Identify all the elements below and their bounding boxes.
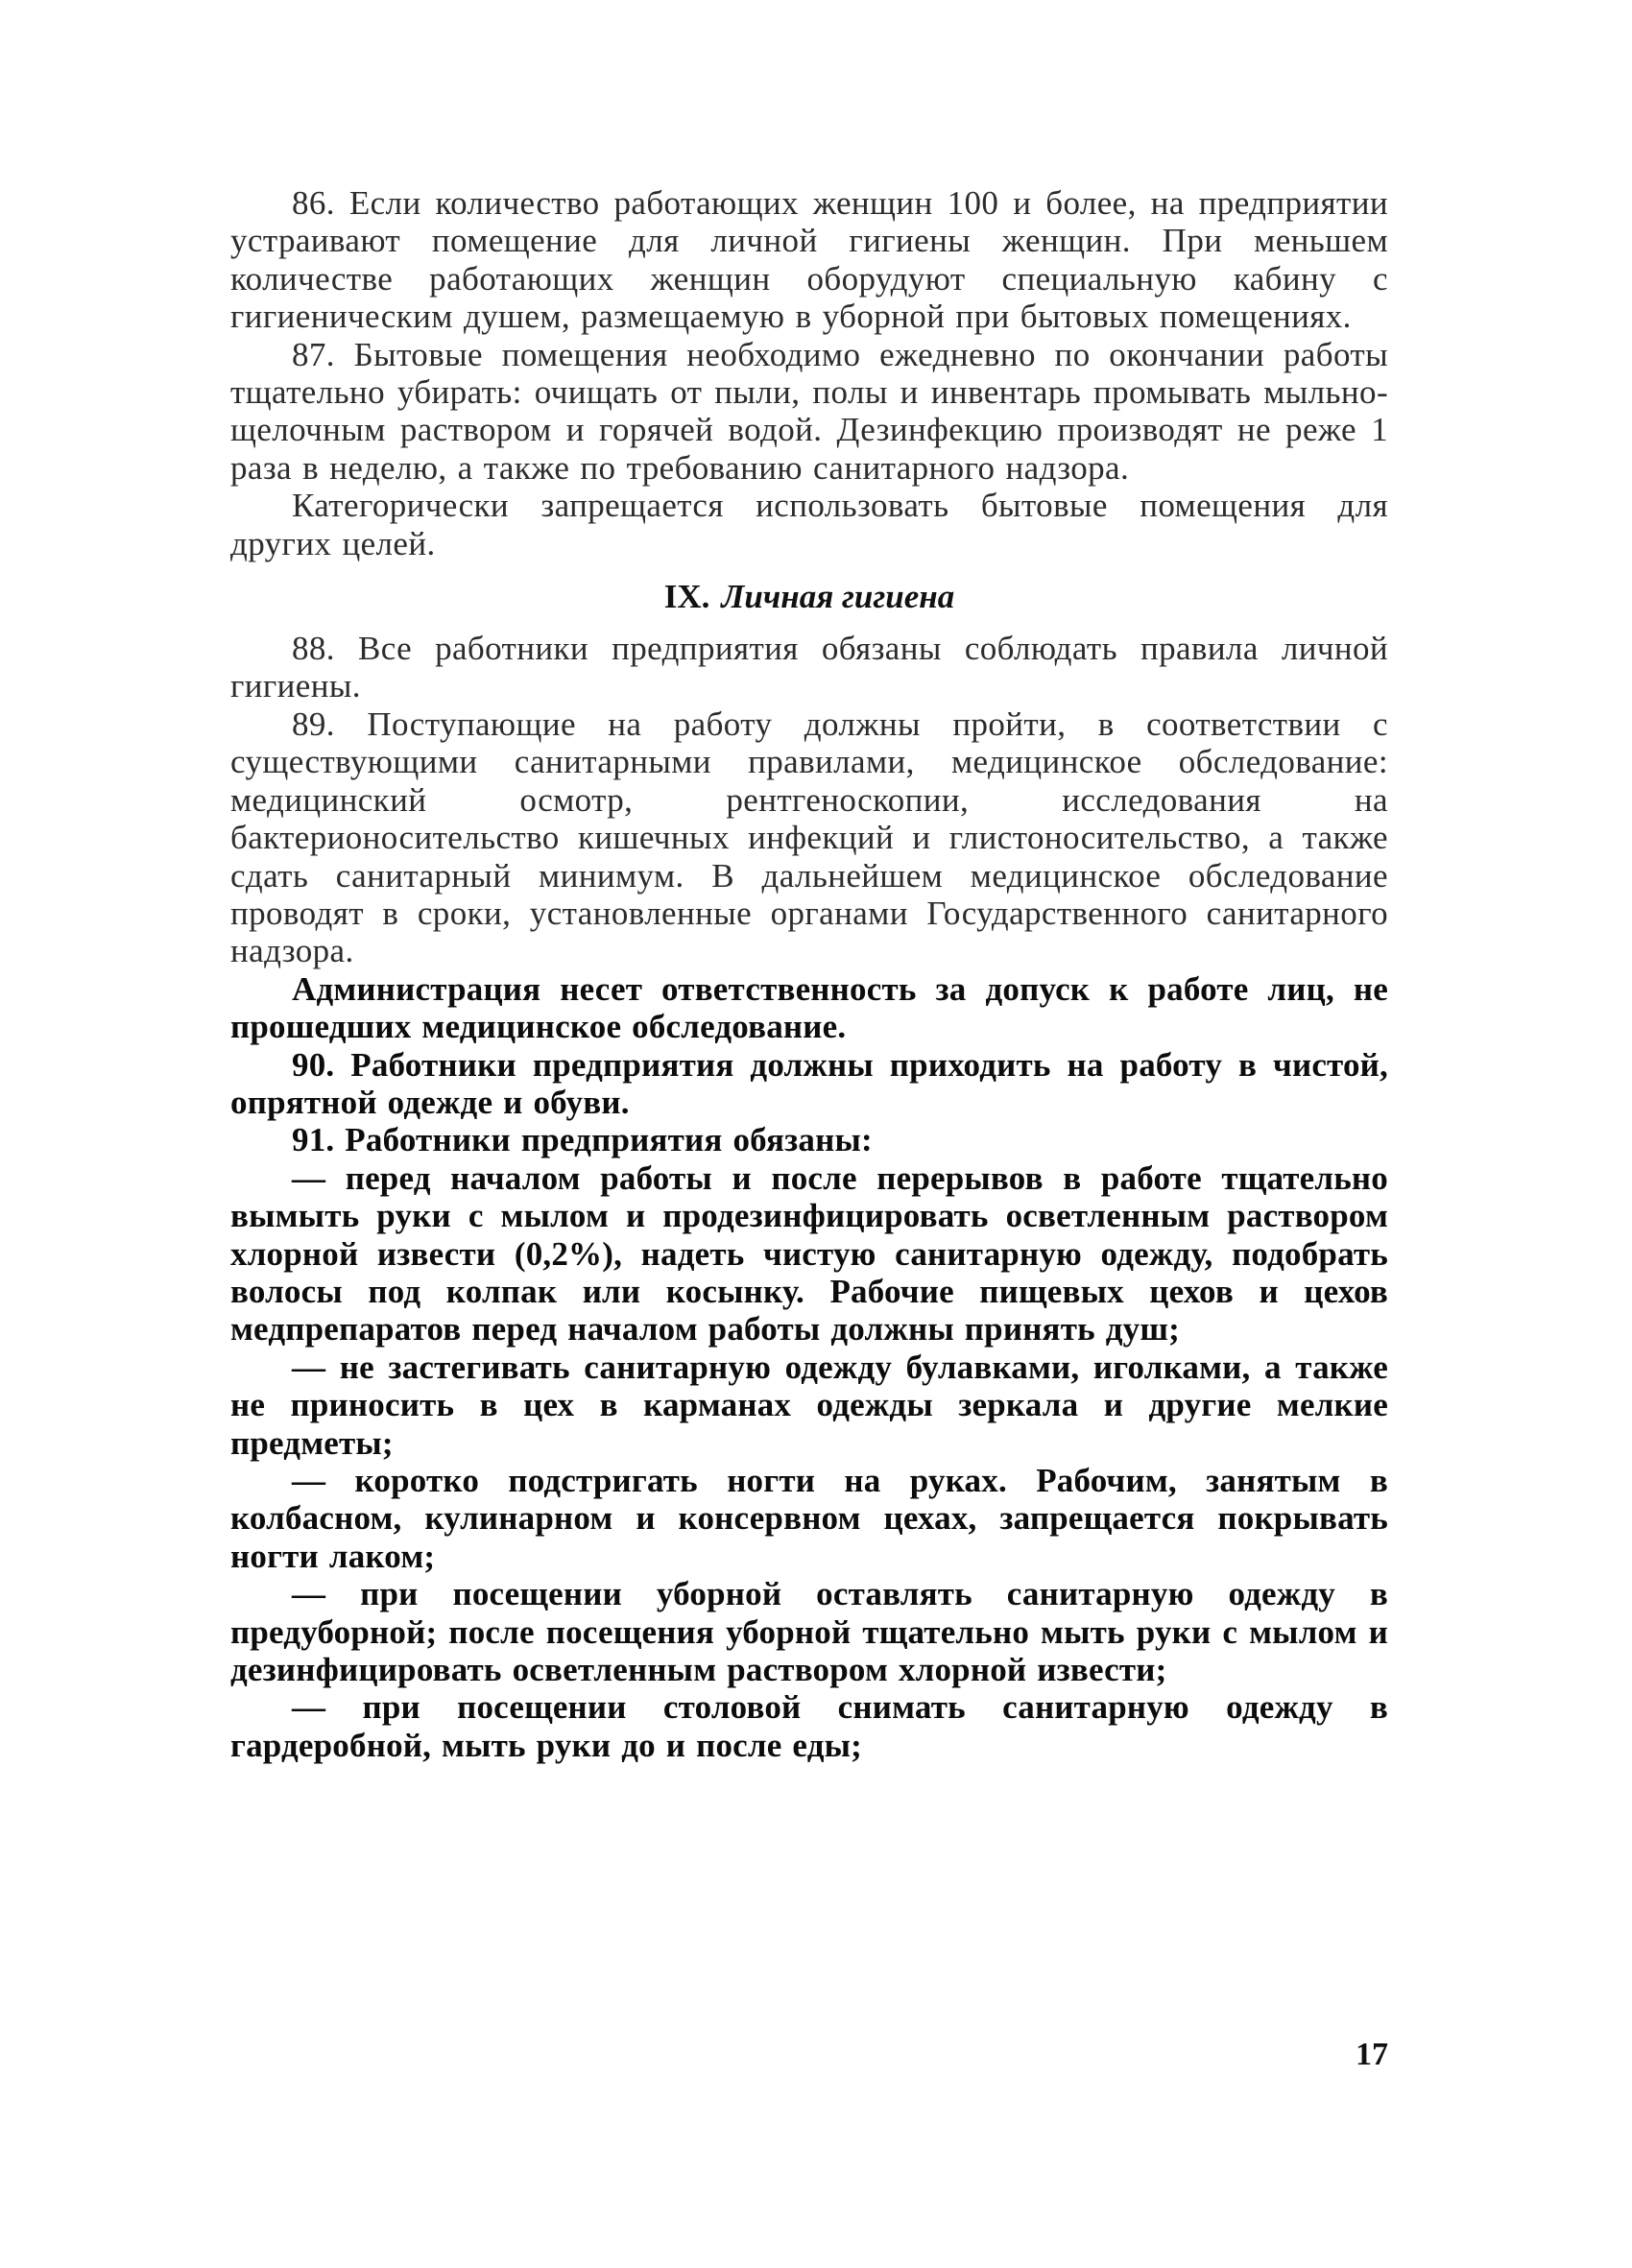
page-number: 17 [1356, 2037, 1388, 2072]
text-column [230, 184, 1388, 1764]
list-item-nails: — коротко подстригать ногти на руках. Рабочим, занятым в колбасном, кулинарном и консервном цехах, запрещается покрывать ногти лаком; [230, 1462, 1388, 1575]
list-item-no-pins: — не застегивать санитарную одежду булавками, иголками, а также не приносить в цех в карманах одежды зеркала и другие мелкие предметы; [230, 1348, 1388, 1462]
section-number: IX. [663, 578, 710, 616]
paragraph-88: 88. Все работники предприятия обязаны соблюдать правила личной гигиены. [230, 630, 1388, 705]
section-title: Личная гигиена [721, 578, 955, 616]
paragraph-87-prohibition: Категорически запрещается использовать бытовые помещения для других целей. [230, 487, 1388, 562]
paragraph-86: 86. Если количество работающих женщин 100 и более, на предприятии устраивают помещение для личной гигиены женщин. При меньшем количестве работающих женщин оборудуют специальную кабину с гигиеническим душем, размещаемую в уборной при бытовых помещениях. [230, 184, 1388, 336]
list-item-restroom: — при посещении уборной оставлять санитарную одежду в предуборной; после посещения уборной тщательно мыть руки с мылом и дезинфицировать осветленным раствором хлорной извести; [230, 1575, 1388, 1689]
paragraph-89: 89. Поступающие на работу должны пройти, в соответствии с существующими санитарными правилами, медицинское обследование: медицинский осмотр, рентгеноскопии, исследования на бактерионосительство кишечных инфекций и глистоносительство, а также сдать санитарный минимум. В дальнейшем медицинское обследование проводят в сроки, установленные органами Государственного санитарного надзора. [230, 704, 1388, 970]
list-item-canteen: — при посещении столовой снимать санитарную одежду в гардеробной, мыть руки до и после еды; [230, 1688, 1388, 1764]
paragraph-91: 91. Работники предприятия обязаны: [292, 1121, 873, 1159]
paragraph-89-administration: Администрация несет ответственность за допуск к работе лиц, не прошедших медицинское обследование. [230, 969, 1388, 1046]
list-item-hand-washing: — перед началом работы и после перерывов в работе тщательно вымыть руки с мылом и продезинфицировать осветленным раствором хлорной извести (0,2%), надеть чистую санитарную одежду, подобрать волосы под колпак или косынку. Рабочие пищевых цехов и цехов медпрепаратов перед началом работы должны принять душ; [230, 1158, 1388, 1349]
paragraph-90: 90. Работники предприятия должны приходить на работу в чистой, опрятной одежде и обуви. [230, 1045, 1388, 1121]
paragraph-87: 87. Бытовые помещения необходимо ежедневно по окончании работы тщательно убирать: очищать от пыли, полы и инвентарь промывать мыльно-щелочным раствором и горячей водой. Дезинфекцию производят не реже 1 раза в неделю, а также по требованию санитарного надзора. [230, 335, 1388, 487]
section-heading [230, 578, 1388, 616]
